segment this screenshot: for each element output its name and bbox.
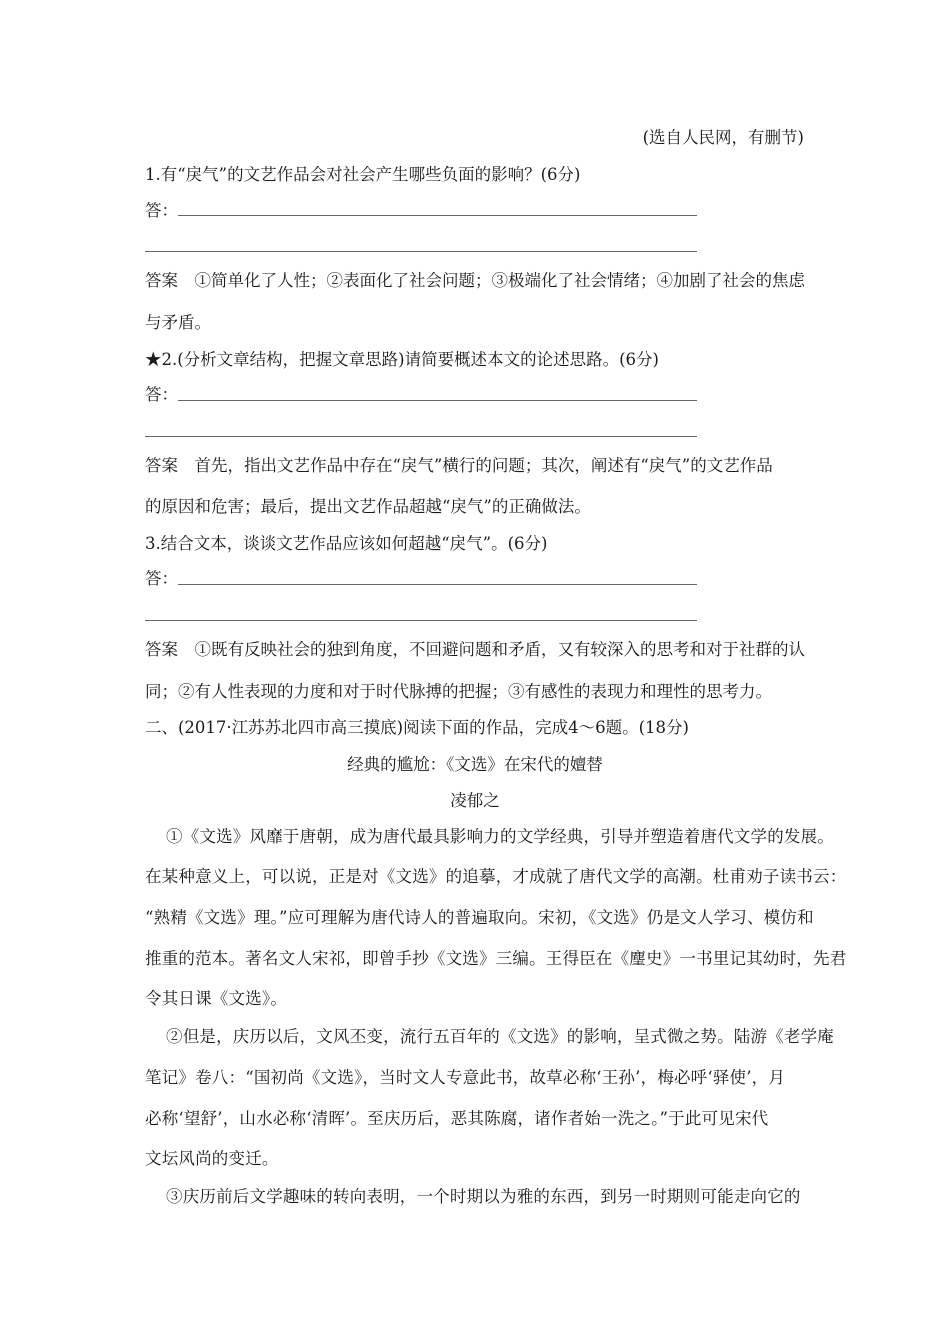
paragraph-2-line: ②但是，庆历以后，文风丕变，流行五百年的《文选》的影响，呈式微之势。陆游《老学庵 [166, 1027, 834, 1046]
answer-prefix-2: 答： [145, 385, 178, 404]
answer-line [178, 584, 697, 585]
answer-2-line-2: 的原因和危害；最后，提出文艺作品超越“戾气”的正确做法。 [145, 497, 591, 516]
answer-2-line-1: 答案 首先，指出文艺作品中存在“戾气”横行的问题；其次，阐述有“戾气”的文艺作品 [145, 456, 773, 475]
paragraph-3-line: ③庆历前后文学趣味的转向表明，一个时期以为雅的东西，到另一时期则可能走向它的 [166, 1187, 801, 1206]
answer-1-line-1: 答案 ①简单化了人性；②表面化了社会问题；③极端化了社会情绪；④加剧了社会的焦虑 [145, 271, 805, 290]
question-3: 3.结合文本，谈谈文艺作品应该如何超越“戾气”。(6分) [145, 534, 548, 553]
answer-3-line-1: 答案 ①既有反映社会的独到角度，不回避问题和矛盾，又有较深入的思考和对于社群的认 [145, 640, 805, 659]
paragraph-1-line: 令其日课《文选》。 [145, 989, 288, 1008]
article-author: 凌郁之 [450, 791, 500, 810]
question-1: 1.有“戾气”的文艺作品会对社会产生哪些负面的影响？(6分) [145, 165, 581, 184]
paragraph-1-line: ①《文选》风靡于唐朝，成为唐代最具影响力的文学经典，引导并塑造着唐代文学的发展。 [166, 827, 834, 846]
answer-3-line-2: 同；②有人性表现的力度和对于时代脉搏的把握；③有感性的表现力和理性的思考力。 [145, 682, 772, 701]
answer-line [145, 251, 697, 252]
paragraph-1-line: “熟精《文选》理。”应可理解为唐代诗人的普遍取向。宋初，《文选》仍是文人学习、模仿和 [145, 908, 814, 927]
source-note: (选自人民网，有删节) [642, 128, 804, 147]
answer-prefix-1: 答： [145, 201, 178, 220]
paragraph-1-line: 推重的范本。著名文人宋祁，即曾手抄《文选》三编。王得臣在《麈史》一书里记其幼时，先君 [145, 949, 847, 968]
section-two-heading: 二、(2017·江苏苏北四市高三摸底)阅读下面的作品，完成4～6题。(18分) [145, 718, 689, 737]
answer-line [145, 436, 697, 437]
question-2: ★2.(分析文章结构，把握文章思路)请简要概述本文的论述思路。(6分) [145, 350, 659, 369]
answer-prefix-3: 答： [145, 569, 178, 588]
article-title: 经典的尴尬：《文选》在宋代的嬗替 [347, 755, 603, 774]
paragraph-2-line: 必称‘望舒’，山水必称‘清晖’。至庆历后，恶其陈腐，诸作者始一洗之。”于此可见宋代 [145, 1109, 769, 1128]
answer-line [178, 215, 697, 216]
answer-1-line-2: 与矛盾。 [145, 313, 211, 332]
paragraph-2-line: 文坛风尚的变迁。 [145, 1149, 279, 1168]
answer-line [178, 400, 697, 401]
paragraph-1-line: 在某种意义上，可以说，正是对《文选》的追摹，才成就了唐代文学的高潮。杜甫劝子读书云： [145, 867, 847, 886]
answer-line [145, 620, 697, 621]
paragraph-2-line: 笔记》卷八：“国初尚《文选》，当时文人专意此书，故草必称‘王孙’，梅必呼‘驿使’，月 [145, 1068, 786, 1087]
